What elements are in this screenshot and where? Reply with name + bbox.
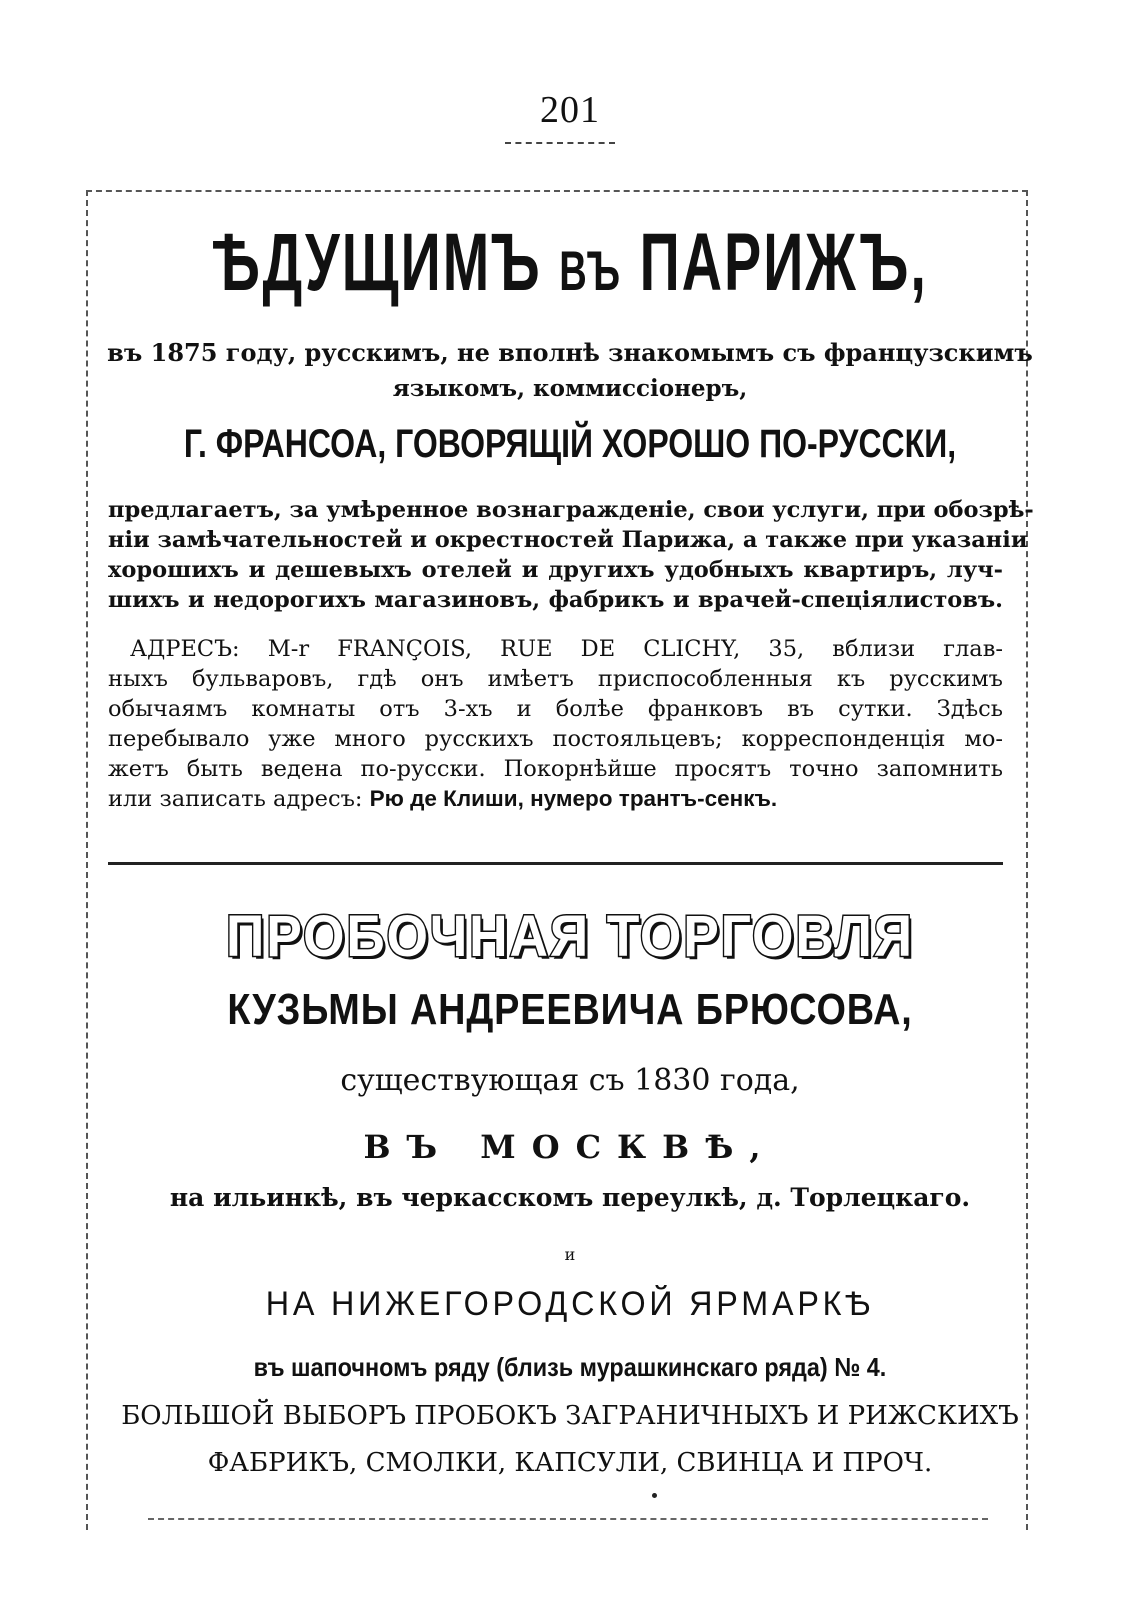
ad2-city: ВЪ МОСКВѢ,: [363, 1128, 777, 1166]
ad1-title-word3: ПАРИЖЪ,: [639, 217, 928, 308]
page-number-underline: [505, 142, 615, 144]
section-divider: [108, 862, 1003, 865]
ad1-title-word1: ѢДУЩИМЪ: [212, 217, 542, 308]
ad2-since: существующая съ 1830 года,: [340, 1063, 800, 1098]
ad2-selection-line1: БОЛЬШОЙ ВЫБОРЪ ПРОБОКЪ ЗАГРАНИЧНЫХЪ И РИЖСКИХЪ: [121, 1401, 1019, 1431]
ad1-paragraph1: [108, 495, 1034, 615]
ad1-intro-line1: въ 1875 году, русскимъ, не вполнѣ знакомымъ съ французскимъ: [107, 338, 1033, 367]
ornament-dot: [652, 1493, 657, 1498]
page-number: 201: [540, 89, 600, 131]
ad2-title: ПРОБОЧНАЯ ТОРГОВЛЯ: [226, 904, 914, 969]
ad2-selection-line2: ФАБРИКЪ, СМОЛКИ, КАПСУЛИ, СВИНЦА И ПРОЧ.: [207, 1448, 933, 1478]
ad2-and: и: [564, 1245, 576, 1264]
ad1-address-prefix: или записать адресъ:: [108, 786, 370, 812]
ad1-p2-last-line: [108, 784, 1003, 814]
ad1-paragraph2: [108, 634, 1003, 814]
bottom-rule: [148, 1518, 988, 1520]
ad1-title-word2: ВЪ: [559, 239, 623, 302]
ad2-street: на ильинкѣ, въ черкасскомъ переулкѣ, д. Торлецкаго.: [169, 1183, 971, 1212]
ad1-p2-line: жетъ быть ведена по-русски. Покорнѣйше просятъ точно запомнить: [108, 756, 1003, 782]
ad1-p1-line: предлагаетъ, за умѣренное вознагражденіе, свои услуги, при обозрѣ-: [108, 497, 1034, 523]
ad1-p1-line: шихъ и недорогихъ магазиновъ, фабрикъ и врачей-спеціялистовъ.: [108, 587, 1003, 613]
ad1-p2-line: перебывало уже много русскихъ постояльцевъ; корреспонденція мо-: [108, 726, 1003, 752]
ad1-intro-line2: языкомъ, коммиссіонеръ,: [392, 375, 748, 402]
ad2-row: въ шапочномъ ряду (близь мурашкинскаго ряда) № 4.: [253, 1352, 887, 1382]
ad2-owner: КУЗЬМЫ АНДРЕЕВИЧА БРЮСОВА,: [227, 985, 913, 1034]
ad1-p2-line: ныхъ бульваровъ, гдѣ онъ имѣетъ приспособленныя къ русскимъ: [108, 666, 1003, 692]
ad1-p1-line: хорошихъ и дешевыхъ отелей и другихъ удобныхъ квартиръ, луч-: [108, 557, 1003, 583]
ad2-fair: НА НИЖЕГОРОДСКОЙ ЯРМАРКѢ: [265, 1285, 875, 1323]
ad1-address-phonetic: Рю де Клиши, нумеро трантъ-сенкъ.: [369, 786, 778, 811]
ad1-p1-line: ніи замѣчательностей и окрестностей Парижа, а также при указаніи: [108, 527, 1028, 553]
ad1-p2-line: АДРЕСЪ: M-r FRANÇOIS, RUE DE CLICHY, 35, вблизи глав-: [130, 636, 1003, 662]
ad1-commissioner-name: Г. ФРАНСОА, ГОВОРЯЩІЙ ХОРОШО ПО-РУССКИ,: [183, 422, 957, 466]
ad1-p2-line: обычаямъ комнаты отъ 3-хъ и болѣе франковъ въ сутки. Здѣсь: [108, 696, 1003, 722]
ad1-title: [182, 217, 957, 308]
